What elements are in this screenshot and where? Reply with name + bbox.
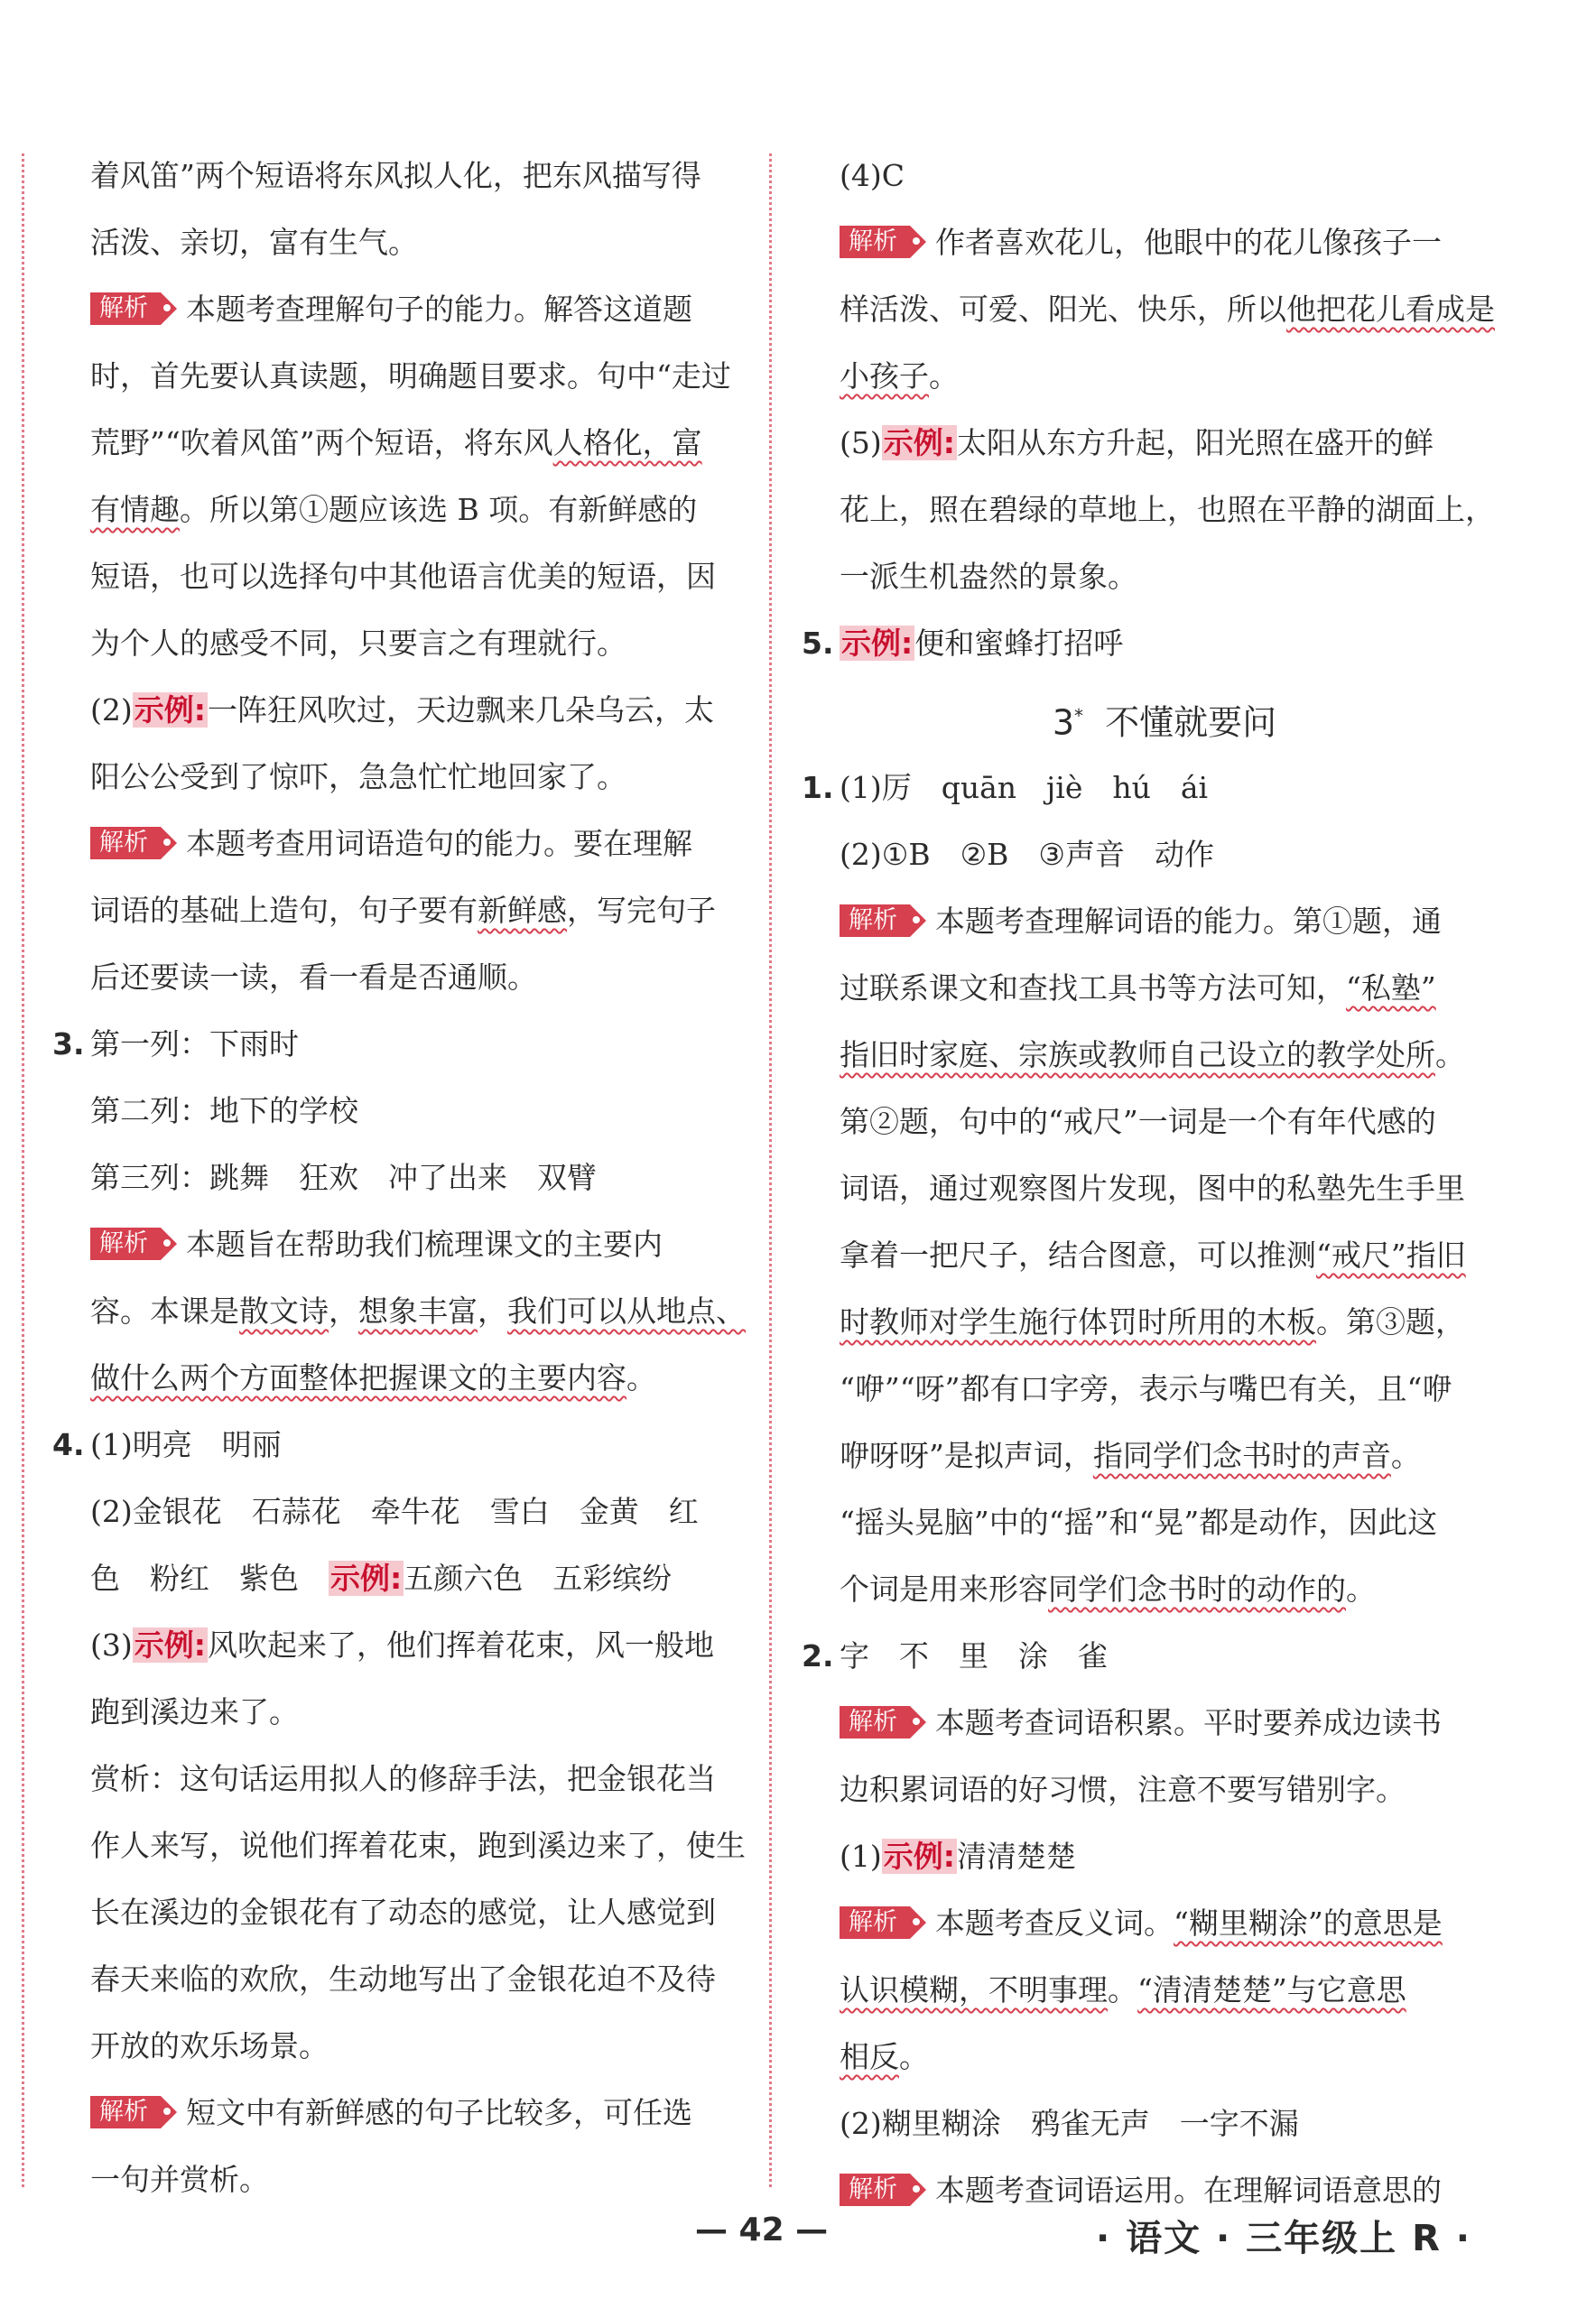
text-line: 词语的基础上造句，句子要有新鲜感，写完句子	[90, 893, 716, 928]
text-line: 有情趣。所以第①题应该选 B 项。有新鲜感的	[90, 492, 698, 527]
text-line: 指旧时家庭、宗族或教师自己设立的教学处所。	[840, 1037, 1465, 1072]
subject-label: · 语文 · 三年级上 R ·	[1095, 2218, 1471, 2259]
analysis-line: 解析 短文中有新鲜感的句子比较多，可任选	[90, 2080, 749, 2146]
text-line: 阳公公受到了惊吓，急急忙忙地回家了。	[90, 759, 626, 794]
text-line: 花上，照在碧绿的草地上，也照在平静的湖面上，	[840, 492, 1495, 527]
text-line: 认识模糊，不明事理。“清清楚楚”与它意思	[840, 1972, 1406, 2007]
text-line: 活泼、亲切，富有生气。	[90, 225, 418, 260]
text-line: 咿呀呀”是拟声词，指同学们念书时的声音。	[840, 1438, 1421, 1473]
text-line: 做什么两个方面整体把握课文的主要内容。	[90, 1360, 656, 1395]
column-divider-dotted-line	[769, 153, 772, 2187]
text-line: “咿”“呀”都有口字旁，表示与嘴巴有关，且“咿	[840, 1371, 1452, 1406]
analysis-line: 解析 作者喜欢花儿，他眼中的花儿像孩子一	[840, 209, 1489, 276]
text-line: 个词是用来形容同学们念书时的动作的。	[840, 1572, 1376, 1607]
example-label: 示例:	[134, 1627, 206, 1663]
text-line: 第二列：地下的学校	[90, 1093, 358, 1128]
text-line: 第②题，句中的“戒尺”一词是一个有年代感的	[840, 1104, 1436, 1139]
answer-line: (1)示例:清清楚楚	[840, 1839, 1076, 1874]
analysis-tag: 解析	[90, 2096, 161, 2128]
text-line: 作人来写，说他们挥着花束，跑到溪边来了，使生	[90, 1828, 746, 1863]
text-line: (4)C	[840, 158, 905, 193]
question-1: 1. (1)厉 quān jiè hú ái	[802, 770, 1209, 805]
text-line: 样活泼、可爱、阳光、快乐，所以他把花儿看成是	[840, 292, 1495, 327]
lesson-title: 3* 不懂就要问	[1052, 702, 1277, 743]
text-line: 过联系课文和查找工具书等方法可知，“私塾”	[840, 970, 1436, 1006]
page-footer	[0, 2202, 1596, 2266]
text-line: 词语，通过观察图片发现，图中的私塾先生手里	[840, 1171, 1465, 1206]
text-line: 赏析：这句话运用拟人的修辞手法，把金银花当	[90, 1761, 716, 1796]
text-line: 第三列：跳舞 狂欢 冲了出来 双臂	[90, 1160, 597, 1195]
example-label: 示例:	[841, 626, 914, 661]
text-line: 短语，也可以选择句中其他语言优美的短语，因	[90, 559, 716, 594]
example-label: 示例:	[883, 425, 955, 460]
text-line: 小孩子。	[840, 358, 959, 394]
left-margin-dotted-line	[22, 153, 24, 2187]
analysis-line: 解析 本题考查用词语造句的能力。要在理解	[90, 811, 749, 877]
text-line: 着风笛”两个短语将东风拟人化，把东风描写得	[90, 158, 701, 193]
text-line: (2)金银花 石蒜花 牵牛花 雪白 金黄 红	[90, 1494, 699, 1529]
text-line: (2)糊里糊涂 鸦雀无声 一字不漏	[840, 2106, 1299, 2141]
text-line: 拿着一把尺子，结合图意，可以推测“戒尺”指旧	[840, 1238, 1466, 1273]
analysis-tag: 解析	[840, 904, 910, 937]
text-line: 一派生机盎然的景象。	[840, 559, 1137, 594]
answer-line: (3)示例:风吹起来了，他们挥着花束，风一般地	[90, 1627, 714, 1663]
analysis-tag: 解析	[90, 1228, 161, 1260]
text-line: 色 粉红 紫色 示例:五颜六色 五彩缤纷	[90, 1561, 673, 1596]
text-line: 后还要读一读，看一看是否通顺。	[90, 960, 537, 995]
analysis-tag: 解析	[90, 292, 161, 325]
analysis-tag: 解析	[840, 2174, 910, 2206]
text-line: “摇头晃脑”中的“摇”和“晃”都是动作，因此这	[840, 1505, 1438, 1540]
text-line: 一句并赏析。	[90, 2162, 269, 2197]
answer-line: (2)示例:一阵狂风吹过，天边飘来几朵乌云，太	[90, 692, 714, 728]
question-5: 5. 示例:便和蜜蜂打招呼	[802, 626, 1124, 661]
example-label: 示例:	[134, 692, 206, 728]
analysis-tag: 解析	[840, 1706, 910, 1738]
left-column	[52, 143, 749, 2213]
page-number: — 42 —	[695, 2211, 829, 2248]
text-line: 跑到溪边来了。	[90, 1694, 299, 1729]
analysis-line: 解析 本题考查理解词语的能力。第①题，通	[840, 888, 1489, 955]
text-line: 容。本课是散文诗，想象丰富，我们可以从地点、	[90, 1293, 746, 1329]
analysis-line: 解析 本题旨在帮助我们梳理课文的主要内	[90, 1211, 749, 1278]
example-label: 示例:	[330, 1561, 403, 1596]
question-2: 2. 字 不 里 涂 雀	[802, 1638, 1108, 1674]
text-line: 时教师对学生施行体罚时所用的木板。第③题，	[840, 1304, 1465, 1340]
question-4: 4. (1)明亮 明丽	[52, 1427, 282, 1462]
analysis-line: 解析 本题考查理解句子的能力。解答这道题	[90, 276, 749, 343]
text-line: 长在溪边的金银花有了动态的感觉，让人感觉到	[90, 1895, 716, 1930]
text-line: 荒野”“吹着风笛”两个短语，将东风人格化，富	[90, 425, 702, 460]
right-column	[802, 143, 1495, 2224]
example-label: 示例:	[883, 1839, 955, 1874]
text-line: 相反。	[840, 2039, 929, 2074]
text-line: 时，首先要认真读题，明确题目要求。句中“走过	[90, 358, 731, 394]
text-line: (2)①B ②B ③声音 动作	[840, 837, 1214, 872]
question-3: 3. 第一列：下雨时	[52, 1026, 299, 1062]
analysis-tag: 解析	[840, 1906, 910, 1939]
analysis-line: 解析 本题考查词语积累。平时要养成边读书	[840, 1690, 1489, 1757]
analysis-tag: 解析	[90, 827, 161, 859]
text-line: 开放的欢乐场景。	[90, 2028, 329, 2063]
analysis-line: 解析 本题考查词语运用。在理解词语意思的	[840, 2157, 1489, 2224]
text-line: 为个人的感受不同，只要言之有理就行。	[90, 626, 626, 661]
answer-line: (5)示例:太阳从东方升起，阳光照在盛开的鲜	[840, 425, 1434, 460]
analysis-line: 解析 本题考查反义词。“糊里糊涂”的意思是	[840, 1890, 1489, 1957]
analysis-tag: 解析	[840, 226, 910, 258]
text-line: 春天来临的欢欣，生动地写出了金银花迫不及待	[90, 1961, 716, 1997]
text-line: 边积累词语的好习惯，注意不要写错别字。	[840, 1772, 1406, 1807]
